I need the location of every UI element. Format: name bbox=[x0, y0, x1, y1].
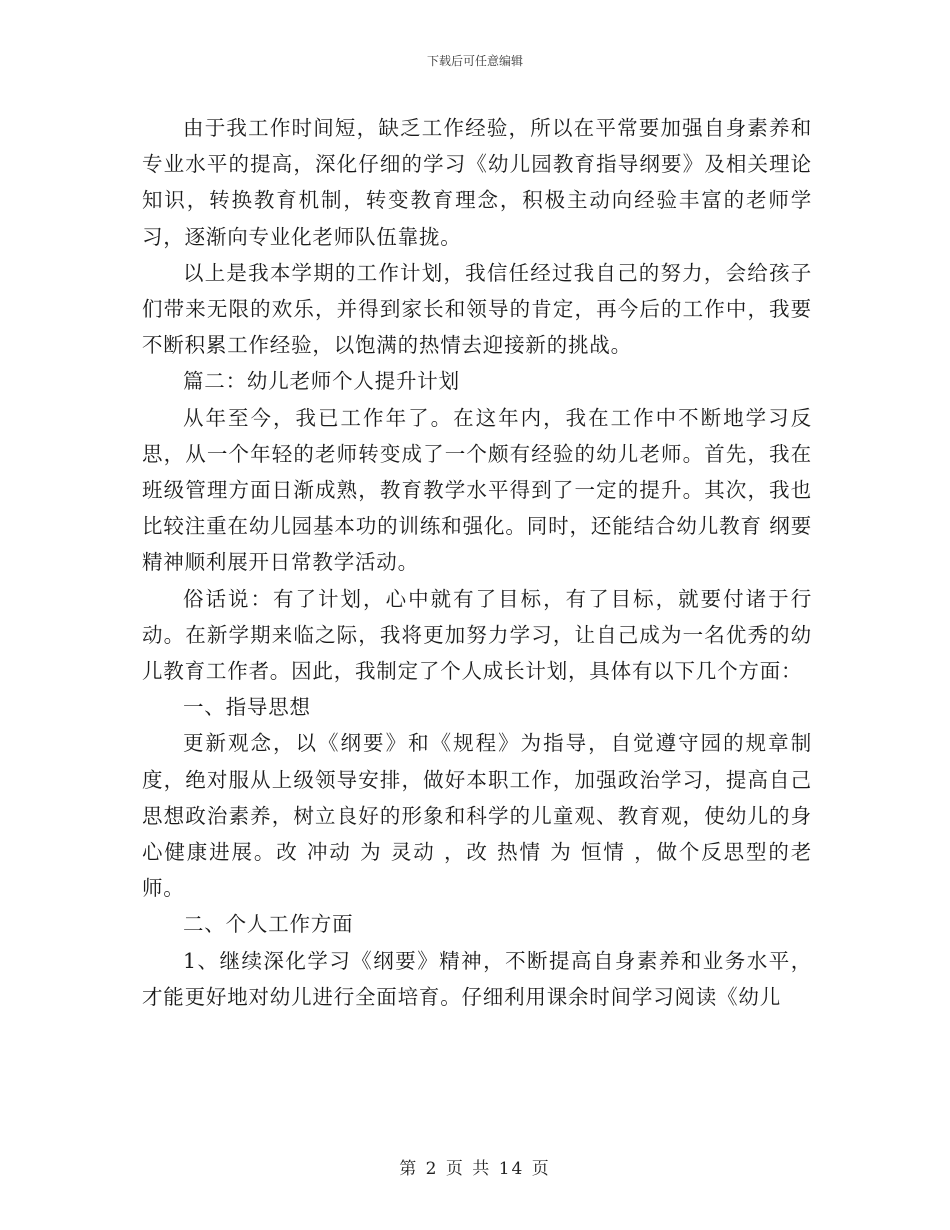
page-number: 第 2 页 共 14 页 bbox=[399, 1159, 551, 1179]
section-title: 篇二：幼儿老师个人提升计划 bbox=[183, 369, 460, 394]
section-heading: 二、个人工作方面 bbox=[183, 912, 354, 937]
document-body bbox=[142, 110, 812, 1015]
page-header: 下载后可任意编辑 bbox=[426, 54, 523, 68]
paragraph: 从年至今，我已工作年了。在这年内，我在工作中不断地学习反思，从一个年轻的老师转变成了一个颇有经验的幼儿老师。首先，我在班级管理方面日渐成熟，教育教学水平得到了一定的提升。其次，我也比较注重在幼儿园基本功的训练和强化。同时，还能结合幼儿教育 纲要 精神顺利展开日常教学活动。 bbox=[142, 405, 812, 575]
paragraph: 以上是我本学期的工作计划，我信任经过我自己的努力，会给孩子们带来无限的欢乐，并得到家长和领导的肯定，再今后的工作中，我要不断积累工作经验，以饱满的热情去迎接新的挑战。 bbox=[142, 260, 812, 358]
paragraph: 由于我工作时间短，缺乏工作经验，所以在平常要加强自身素养和专业水平的提高，深化仔细的学习《幼儿园教育指导纲要》及相关理论知识，转换教育机制，转变教育理念，积极主动向经验丰富的老师学习，逐渐向专业化老师队伍靠拢。 bbox=[142, 116, 812, 249]
paragraph: 1、继续深化学习《纲要》精神，不断提高自身素养和业务水平，才能更好地对幼儿进行全面培育。仔细利用课余时间学习阅读《幼儿 bbox=[142, 948, 812, 1009]
paragraph: 俗话说：有了计划，心中就有了目标，有了目标，就要付诸于行动。在新学期来临之际，我将更加努力学习，让自己成为一名优秀的幼儿教育工作者。因此，我制定了个人成长计划，具体有以下几个方面： bbox=[142, 586, 812, 684]
section-heading: 一、指导思想 bbox=[183, 695, 311, 720]
paragraph: 更新观念，以《纲要》和《规程》为指导，自觉遵守园的规章制度，绝对服从上级领导安排，做好本职工作，加强政治学习，提高自己思想政治素养，树立良好的形象和科学的儿童观、教育观，使幼儿的身心健康进展。改 冲动 为 灵动 ，改 热情 为 恒情 ，做个反思型的老师。 bbox=[142, 731, 812, 901]
